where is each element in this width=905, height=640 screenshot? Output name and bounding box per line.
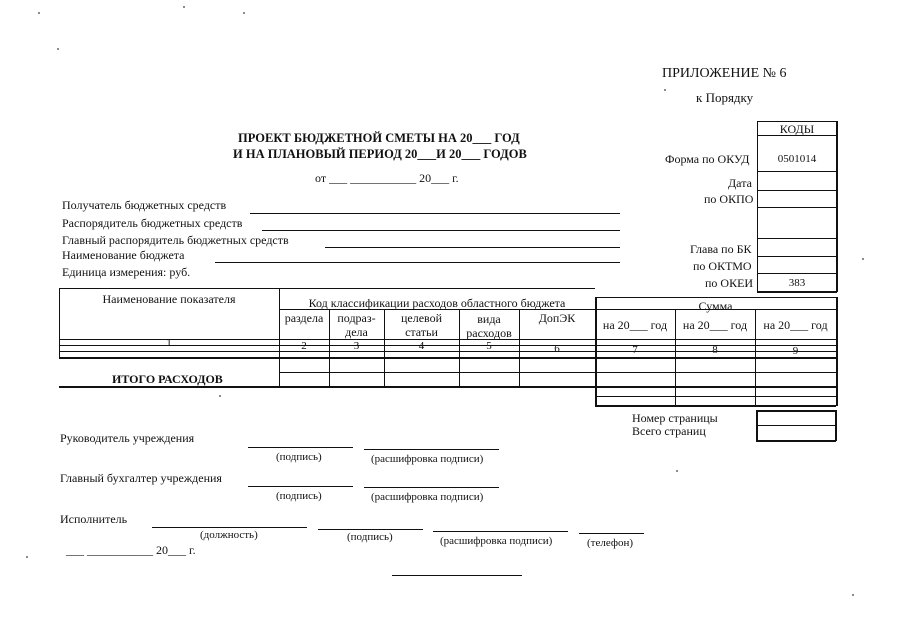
scan-speck	[38, 12, 40, 14]
signature-date-line: ___ ___________ 20___ г.	[66, 543, 196, 557]
document-title-line2: И НА ПЛАНОВЫЙ ПЕРИОД 20___И 20___ ГОДОВ	[233, 147, 527, 161]
sum-header: Сумма	[698, 299, 733, 313]
okpo-label: по ОКПО	[704, 192, 754, 206]
budget-name-label: Наименование бюджета	[62, 248, 185, 262]
accountant-decoding-caption: (расшифровка подписи)	[371, 491, 484, 503]
okei-label: по ОКЕИ	[705, 276, 754, 290]
okud-value: 0501014	[777, 153, 817, 165]
col-target-2: статьи	[405, 325, 438, 339]
page-box-border	[835, 410, 837, 441]
executor-label: Исполнитель	[60, 512, 128, 526]
page-box-border	[756, 410, 758, 441]
codes-border	[757, 135, 837, 136]
codes-border	[757, 171, 837, 172]
head-decoding-line	[364, 449, 499, 450]
table-border	[836, 297, 838, 406]
chief-manager-label: Главный распорядитель бюджетных средств	[62, 233, 289, 247]
col-target-1: целевой	[400, 311, 443, 325]
codes-border	[757, 291, 837, 293]
recipient-line	[250, 213, 620, 214]
scan-speck	[852, 594, 854, 596]
head-decoding-caption: (расшифровка подписи)	[371, 453, 484, 465]
head-signature-line	[248, 447, 353, 448]
codes-border	[757, 207, 837, 208]
col-number: 5	[486, 340, 492, 352]
table-border	[59, 357, 836, 359]
col-section: раздела	[284, 311, 324, 325]
executor-signature-caption: (подпись)	[347, 531, 393, 543]
codes-border	[757, 238, 837, 239]
table-border	[595, 396, 836, 397]
executor-phone-line	[579, 533, 644, 534]
col-number: 9	[792, 345, 799, 357]
classification-header: Код классификации расходов областного бюджета	[308, 296, 566, 310]
manager-line	[262, 230, 620, 231]
table-border	[595, 405, 836, 407]
col-subsection-2: дела	[345, 325, 368, 339]
date-label: Дата	[728, 176, 752, 190]
page-box-border	[756, 440, 836, 442]
accountant-signature-line	[248, 486, 353, 487]
okud-label: Форма по ОКУД	[665, 152, 750, 166]
col-number: 2	[301, 340, 307, 352]
unit-label: Единица измерения: руб.	[62, 265, 191, 279]
col-number: 7	[632, 344, 638, 356]
col-kind-1: вида	[477, 312, 501, 326]
executor-decoding-caption: (расшифровка подписи)	[440, 535, 553, 547]
table-border	[59, 288, 595, 289]
head-signature-caption: (подпись)	[276, 451, 322, 463]
page-box-border	[756, 410, 836, 412]
total-expenses-label: ИТОГО РАСХОДОВ	[112, 372, 223, 386]
bottom-line	[392, 575, 522, 576]
col-year2: на 20___ год	[682, 318, 748, 332]
page-box-border	[756, 425, 836, 426]
recipient-label: Получатель бюджетных средств	[62, 198, 227, 212]
col-dopek: ДопЭК	[538, 311, 576, 325]
executor-phone-caption: (телефон)	[587, 537, 634, 549]
scan-speck	[57, 48, 59, 50]
col-number: 1	[166, 337, 172, 349]
col-number: 4	[418, 340, 425, 352]
codes-border	[757, 273, 837, 274]
executor-signature-line	[318, 529, 423, 530]
document-title-line1: ПРОЕКТ БЮДЖЕТНОЙ СМЕТЫ НА 20___ ГОД	[238, 131, 520, 145]
codes-header: КОДЫ	[779, 122, 815, 136]
scan-speck	[219, 395, 221, 397]
page-number-label: Номер страницы	[632, 411, 718, 425]
accountant-decoding-line	[364, 487, 499, 488]
to-order-label: к Порядку	[696, 90, 754, 105]
col-number: 3	[353, 340, 360, 352]
col-kind-2: расходов	[466, 326, 512, 340]
scan-speck	[243, 12, 245, 14]
col-year3: на 20___ год	[763, 318, 828, 332]
indicator-header: Наименование показателя	[102, 292, 236, 306]
codes-border	[757, 121, 837, 122]
scan-speck	[676, 470, 678, 472]
executor-decoding-line	[433, 531, 568, 532]
budget-name-line	[215, 262, 620, 263]
accountant-label: Главный бухгалтер учреждения	[60, 471, 222, 485]
col-year1: на 20___ год	[602, 318, 668, 332]
manager-label: Распорядитель бюджетных средств	[62, 216, 243, 230]
col-number: 6	[554, 343, 560, 355]
col-number: 8	[712, 344, 718, 356]
executor-position-line	[152, 527, 307, 528]
table-border	[279, 372, 836, 373]
col-subsection-1: подраз-	[337, 311, 376, 325]
title-date-line: от ___ ___________ 20___ г.	[315, 171, 459, 185]
scan-speck	[664, 89, 666, 91]
scan-speck	[183, 6, 185, 8]
appendix-label: ПРИЛОЖЕНИЕ № 6	[662, 66, 787, 81]
table-border	[595, 297, 836, 298]
scan-speck	[862, 258, 864, 260]
oktmo-label: по ОКТМО	[693, 259, 752, 273]
bk-label: Глава по БК	[690, 242, 752, 256]
codes-border	[757, 190, 837, 191]
okei-value: 383	[788, 277, 806, 289]
executor-position-caption: (должность)	[200, 529, 258, 541]
chief-manager-line	[325, 247, 620, 248]
accountant-signature-caption: (подпись)	[276, 490, 322, 502]
head-label: Руководитель учреждения	[60, 431, 195, 445]
codes-border	[757, 256, 837, 257]
scan-speck	[26, 556, 28, 558]
total-pages-label: Всего страниц	[632, 424, 706, 438]
